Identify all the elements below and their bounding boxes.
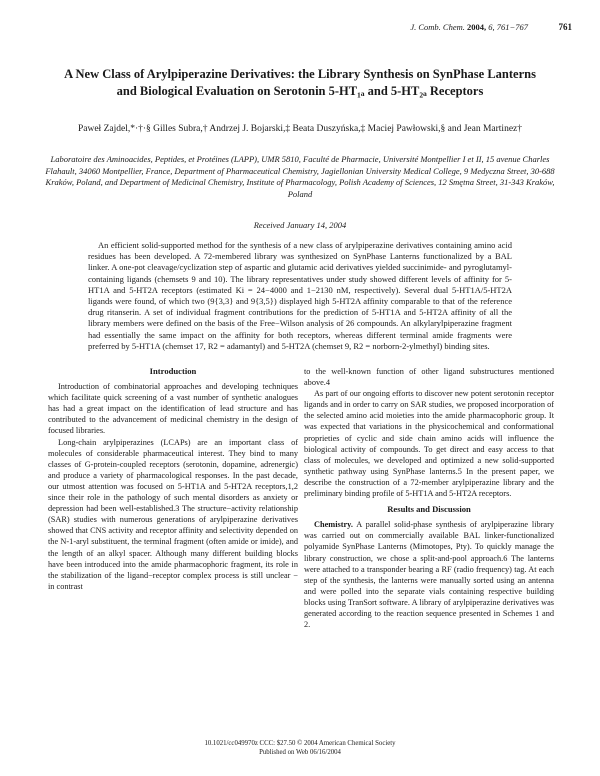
intro-paragraph-1: Introduction of combinatorial approaches and developing techniques which facilitate quick screening of a vast number of synthetic analogues has had a great impact on the identification of lead structure and has contributed to the advancement of medicinal chemistry in the design of focused libraries. [48,382,298,436]
page-number: 761 [558,22,572,32]
doi-block [190,740,410,757]
abstract: An efficient solid-supported method for the synthesis of a new class of arylpiperazine derivatives containing amino acid residues has been developed. A 72-membered library was synthesized on SynPhase Lanterns functionalized by a BAL linker. A one-pot cleavage/cyclization step of aspartic and glutamic acid derivatives yielded succinimide- and pyroglutamyl-containing ligands (chemsets 9 and 10). The library representatives under study showed different levels of affinity for 5-HT1A and 5-HT2A receptors (estimated Ki = 24−4000 and 1−2130 nM, respectively). Several dual 5-HT1A/5-HT2A ligands were found, of which two (9{3,3} and 9{3,5}) displayed high 5-HT2A affinity comparable to that of the reference drug ritanserin. A set of individual fragment contributions for the prediction of 5-HT1A and 5-HT2A affinity of all the library members were defined on the basis of the Free−Wilson analysis of 26 compounds. An alkylarylpiperazine fragment had essentially the same impact on the affinity for both receptors, whereas different terminal amide fragments were preferred by 5-HT1A (chemset 17, R2 = adamantyl) and 5-HT2A (chemset 9, R2 = norborn-2-ylmethyl) binding sites. [88,240,512,351]
journal-citation [410,22,528,32]
published-line: Published on Web 06/16/2004 [259,748,341,756]
journal-name: J. Comb. Chem. [410,22,465,32]
intro-continuation: to the well-known function of other ligand substructures mentioned above.4 [304,367,554,388]
received-date: Received January 14, 2004 [253,220,347,230]
right-column [304,366,554,630]
journal-year: 2004, [467,22,487,32]
introduction-heading: Introduction [149,366,197,376]
results-heading: Results and Discussion [387,504,471,515]
left-column [48,366,298,592]
author-list: Paweł Zajdel,*·†·§ Gilles Subra,† Andrzej J. Bojarski,‡ Beata Duszyńska,‡ Maciej Pawłowski,§ and Jean Martinez† [77,124,523,134]
doi-line: 10.1021/cc049970z CCC: $27.50 © 2004 American Chemical Society [204,740,396,747]
journal-volume: 6, [488,22,495,32]
chemistry-paragraph [304,519,554,630]
chemistry-subheading: Chemistry. [314,520,353,530]
journal-pages: 761−767 [496,22,528,32]
article-title: A New Class of Arylpiperazine Derivatives: the Library Synthesis on SynPhase Lanterns and Biological Evaluation on Serotonin 5-HT₁ₐ and 5-HT₂ₐ Receptors [64,67,536,98]
chemistry-text: A parallel solid-phase synthesis of arylpiperazine library was carried out on commercially available BAL linker-functionalized polyamide SynPhase Lanterns (Mimotopes, Pty). To quickly manage the library construction, we chose a split-and-pool approach.6 The lanterns were attached to a transponder bearing a RF (radio frequency) tag. At each step of the synthesis, the lanterns were manually sorted using an antenna and were polled into the separate vials containing respective building blocks using TranSort software. A library of arylpiperazine derivatives was generated according to the reaction sequence presented in Schemes 1 and 2. [304,520,555,630]
intro-paragraph-3: As part of our ongoing efforts to discover new potent serotonin receptor ligands and in order to carry on SAR studies, we proposed incorporation of the selected amino acid moieties into the amide pharmacophoric group. It was expected that variations in the physicochemical and conformational proprieties of cyclic and side chain amino acids will influence the biological activity of compounds. To get direct and easy access to that class of molecules, we developed and optimized a new solid-supported synthetic pathway using SynPhase lanterns.5 In the present paper, we describe the construction of a 72-member arylpiperazine library and the preliminary binding profile of 5-HT1A and 5-HT2A receptors. [304,389,554,499]
intro-paragraph-2: Long-chain arylpiperazines (LCAPs) are an important class of molecules of considerable pharmaceutical interest. They bind to many classes of G-protein-coupled receptors (serotonin, dopamine, adrenergic) and produce a variety of pharmacological responses. In the past decade, our utmost attention was focused on 5-HT1A and 5-HT2A receptors,1,2 since their role in the pathology of such mental disorders as anxiety or depression had been well-established.3 The structure−activity relationship (SAR) studies with numerous generations of arylpiperazine derivatives showed that CNS activity and receptor affinity and selectivity depended on the N-1-aryl substituent, the terminal fragment (often amide or imide), and the length of an alkyl spacer. Although many different building blocks have been introduced into the amide pharmacophoric fragment, its role in the stabilization of the ligand−receptor complex process is still unclear − in contrast [48,437,298,591]
affiliations: Laboratoire des Aminoacides, Peptides, et Protéines (LAPP), UMR 5810, Faculté de Pharmacie, Université Montpellier I et II, 15 avenue Charles Flahault, 34060 Montpellier, France, Department of Pharmaceutical Chemistry, Jagiellonian University Medical College, 9 Medyczna Street, 30-688 Kraków, Poland, and Department of Medicinal Chemistry, Institute of Pharmacology, Polish Academy of Sciences, 12 Smętna Street, 31-343 Kraków, Poland [45,154,555,199]
